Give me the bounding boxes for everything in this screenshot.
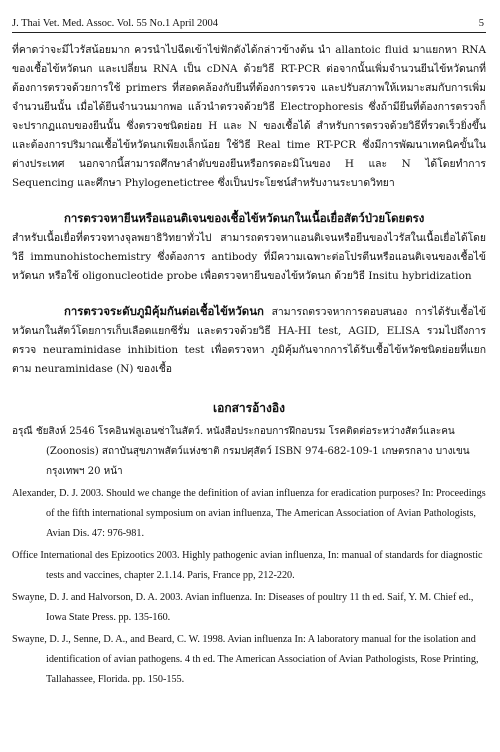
page-number: 5 (478, 18, 484, 29)
references-list (12, 422, 486, 690)
section-antigen-heading: การตรวจหายีนหรือแอนติเจนของเชื้อไข้หวัดนกในเนื้อเยื่อสัตว์ป่วยโดยตรง (64, 211, 425, 225)
intro-paragraph: ที่คาดว่าจะมีไวรัสน้อยมาก ควรนำไปฉีดเข้าไข่ฟักดังได้กล่าวข้างต้น นำ allantoic fluid มาแยกหา RNA ของเชื้อไข้หวัดนก และเปลี่ยน RNA เป็น cDNA ด้วยวิธี RT-PCR ต่อจากนั้นเพิ่มจำนวนยีนไข้หวัดนกที่ต้องการตรวจด้วยการใช้ primers ที่สอดคล้องกับยีนที่ต้องการตรวจ และปรับสภาพให้เหมาะสมกับการเพิ่มจำนวนยีนนั้น เมื่อได้ยีนจำนวนมากพอ แล้วนำตรวจด้วยวิธี Electrophoresis ซึ่งถ้ามียีนที่ต้องการตรวจก็จะปรากฏแถบของยีนนั้น ซึ่งตรวจชนิดย่อย H และ N ของเชื้อได้ สำหรับการตรวจด้วยวิธีที่รวดเร็วยิ่งขึ้นและต้องการปริมาณเชื้อไข้หวัดนกเพียงเล็กน้อย ใช้วิธี Real time RT-PCR ซึ่งมีการพัฒนาเทคนิคขั้นในต่างประเทศ นอกจากนี้สามารถศึกษาลำดับของยีนหรือกรดอะมิโนของ H และ N ได้โดยทำการ Sequencing และศึกษา Phylogenetictree ซึ่งเป็นประโยชน์สำหรับงานระบาดวิทยา (12, 44, 486, 189)
reference-item: อรุณี ชัยสิงห์ 2546 โรคอินฟลูเอนซ่าในสัตว์. หนังสือประกอบการฝึกอบรม โรคติดต่อระหว่างสัตว์และคน (Zoonosis) สถาบันสุขภาพสัตว์แห่งชาติ กรมปศุสัตว์ ISBN 974-682-109-1 เกษตรกลาง บางเขน กรุงเทพฯ 20 หน้า (12, 426, 470, 477)
section-antigen-heading-row (12, 209, 486, 229)
journal-citation: J. Thai Vet. Med. Assoc. Vol. 55 No.1 April 2004 (12, 18, 219, 29)
section-antibody-text: สามารถตรวจหาการตอบสนอง การได้รับเชื้อไข้หวัดนกในสัตว์โดยการเก็บเลือดแยกซีรั่ม และตรวจด้วยวิธี HA-HI test, AGID, ELISA รวมไปถึงการตรวจ neuraminidase inhibition test เพื่อตรวจหา ภูมิคุ้มกันจากการได้รับเชื้อไข้หวัดชนิดย่อยที่แยกตาม neuraminidase (N) ของเชื้อ (12, 306, 486, 375)
references-title: เอกสารอ้างอิง (213, 401, 285, 415)
reference-item: Office International des Epizootics 2003. Highly pathogenic avian influenza, In: manual of standards for diagnostic tests and vaccines, chapter 2.1.14. Paris, France pp, 212-220. (12, 550, 483, 581)
section-antigen-detection (12, 209, 486, 286)
intro-paragraph-block (12, 41, 486, 193)
reference-item: Swayne, D. J., Senne, D. A., and Beard, C. W. 1998. Avian influenza In: A laboratory manual for the isolation and identification of avian pathogens. 4 th ed. The American Association of Avian Pathologists, Rose Printing, Tallahassee, Florida. pp. 150-155. (12, 634, 479, 685)
section-antigen-text: สำหรับเนื้อเยื่อที่ตรวจทางจุลพยาธิวิทยาทั่วไป สามารถตรวจหาแอนติเจนหรือยีนของไวรัสในเนื้อเยื่อได้โดยวิธี immunohistochemistry ซึ่งต้องการ antibody ที่มีความเฉพาะต่อโปรตีนหรือแอนติเจนของเชื้อไข้หวัดนก หรือใช้ oligonucleotide probe เพื่อตรวจหายีนของไข้หวัดนก ด้วยวิธี Insitu hybridization (12, 232, 486, 282)
section-antibody-heading: การตรวจระดับภูมิคุ้มกันต่อเชื้อไข้หวัดนก (64, 304, 264, 318)
reference-item: Swayne, D. J. and Halvorson, D. A. 2003. Avian influenza. In: Diseases of poultry 11 th ed. Saif, Y. M. Chief ed., Iowa State Press. pp. 135-160. (12, 592, 474, 623)
reference-item: Alexander, D. J. 2003. Should we change the definition of avian influenza for eradication purposes? In: Proceedings of the fifth international symposium on avian influenza, The American Association of Avian Pathologists, Avian Dis. 47: 976-981. (12, 488, 486, 539)
running-header (12, 18, 486, 33)
section-antibody-detection (12, 302, 486, 379)
